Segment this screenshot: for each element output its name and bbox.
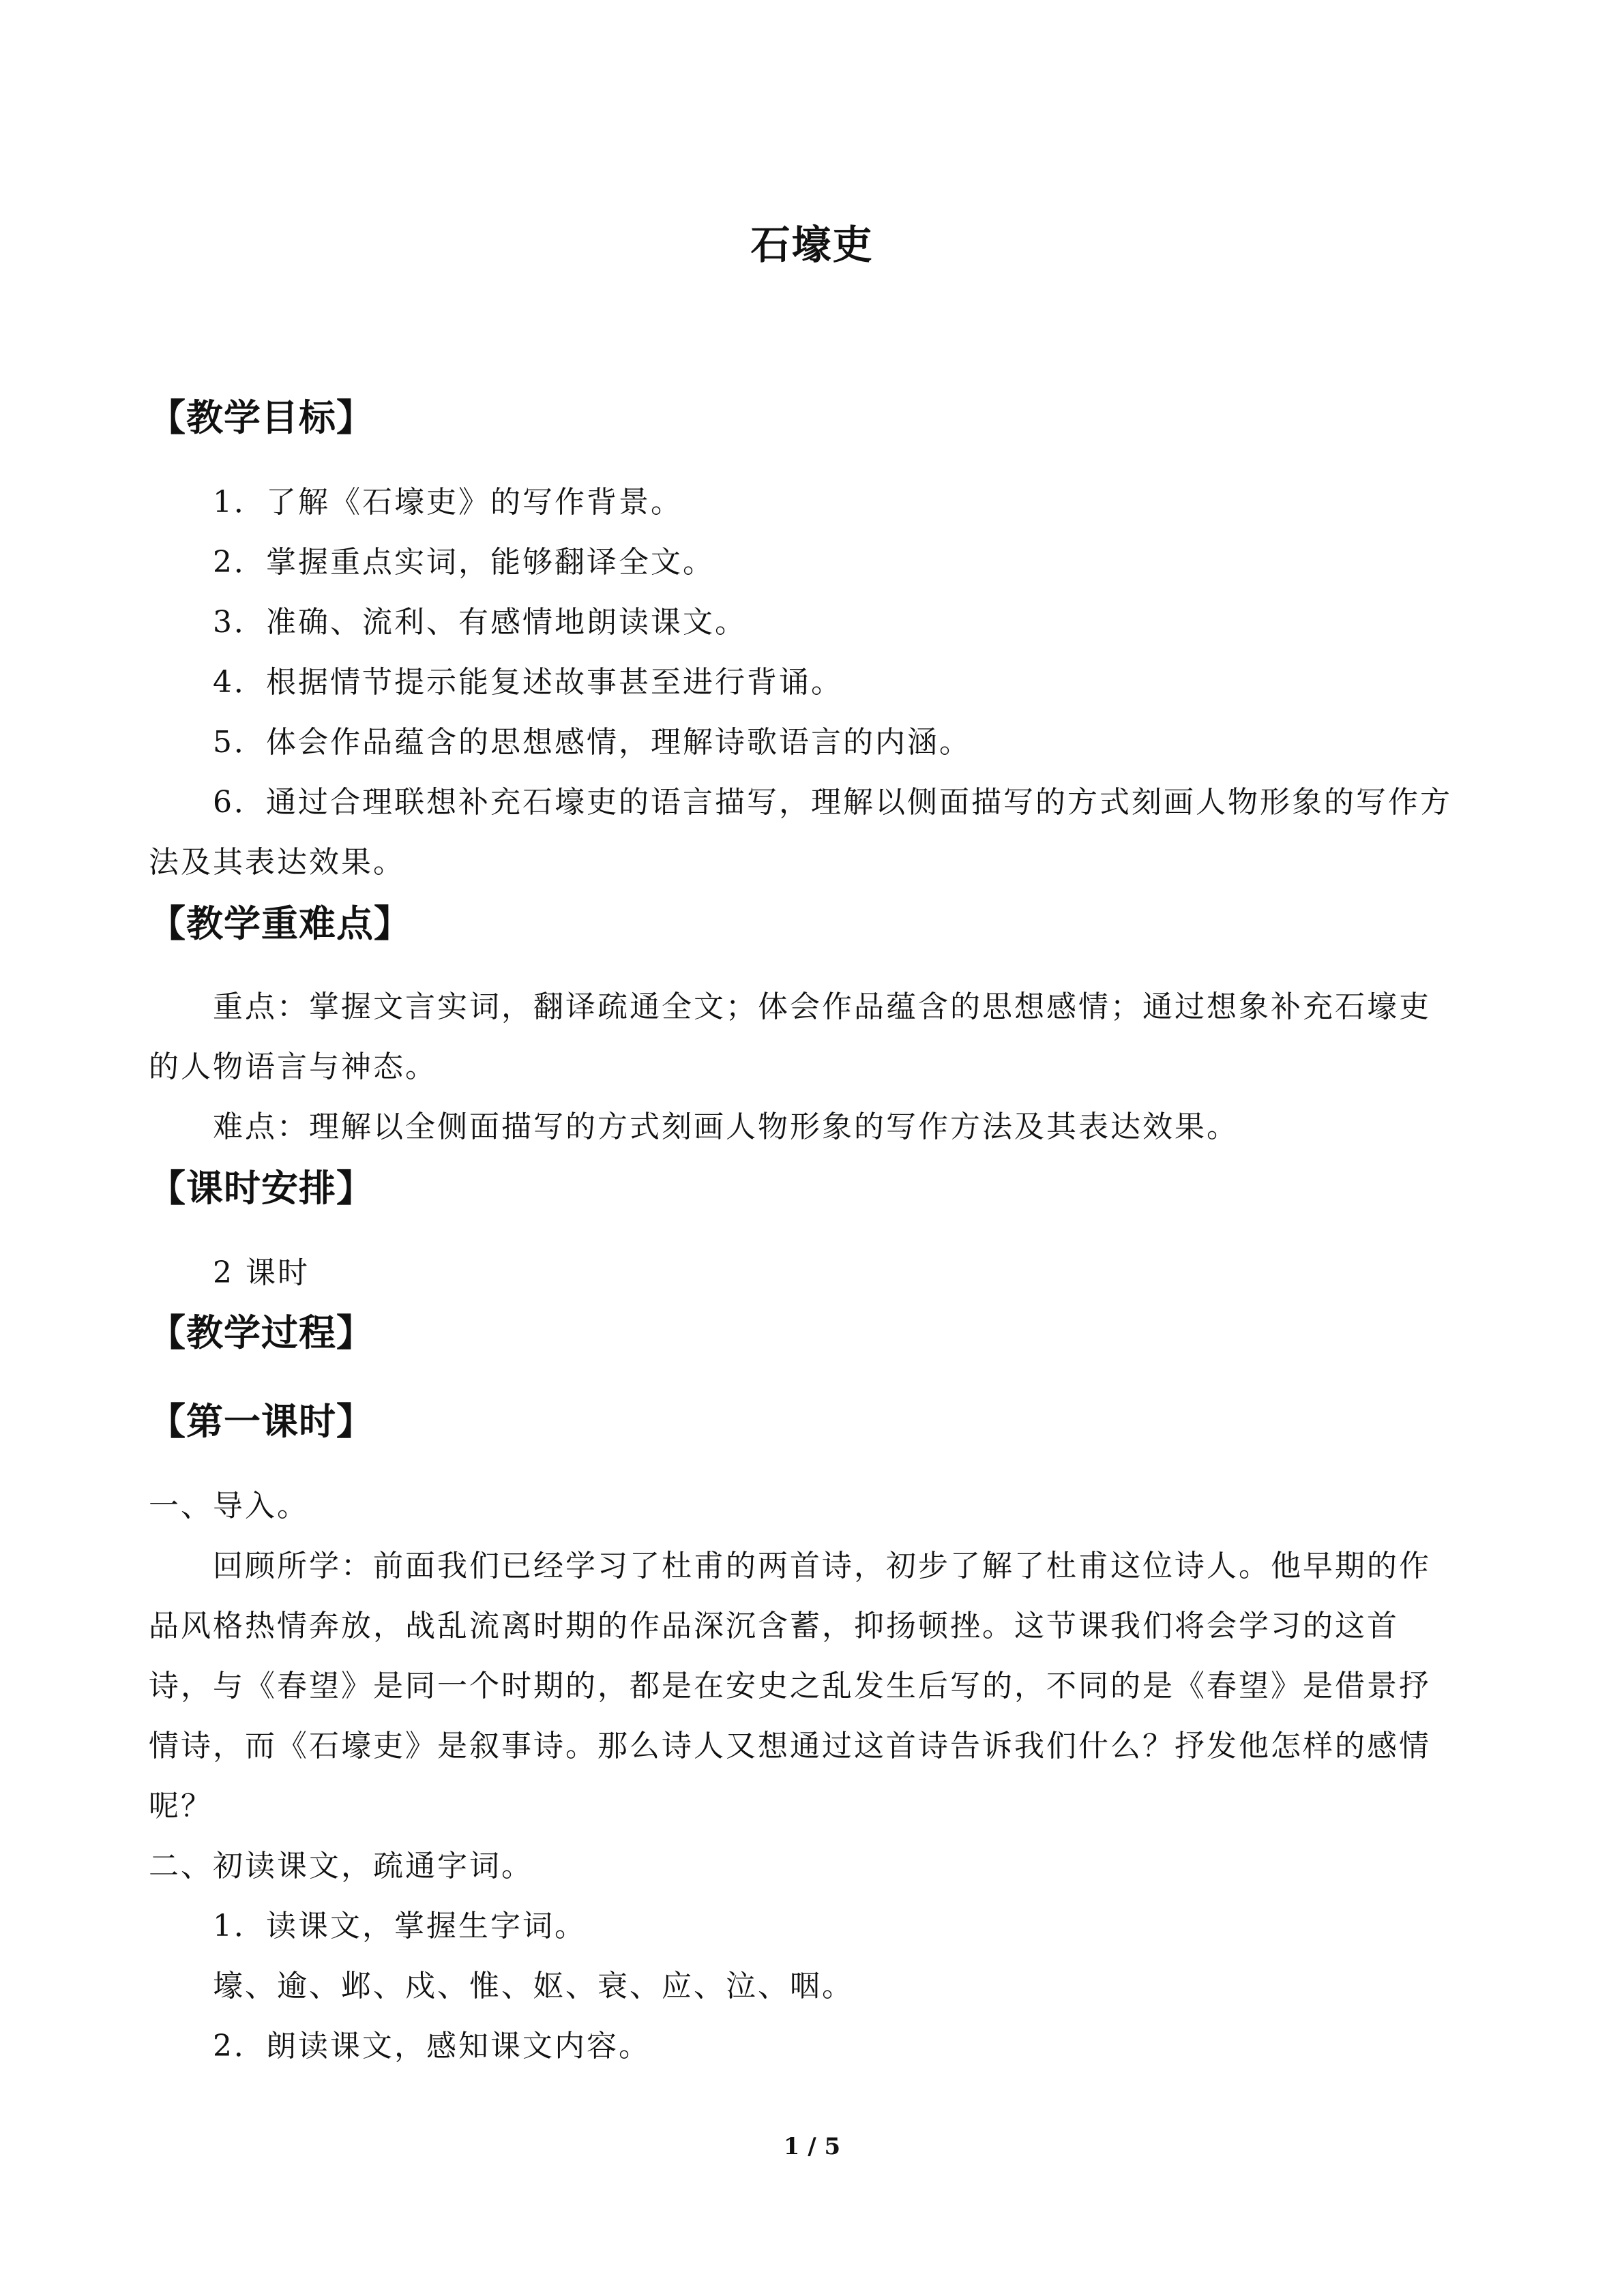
- lesson-paragraph-line: 情诗，而《石壕吏》是叙事诗。那么诗人又想通过这首诗告诉我们什么？抒发他怎样的感情: [149, 1729, 1431, 1763]
- lesson-paragraph-line: 回顾所学：前面我们已经学习了杜甫的两首诗，初步了解了杜甫这位诗人。他早期的作: [213, 1549, 1431, 1583]
- objective-item: 5．体会作品蕴含的思想感情，理解诗歌语言的内涵。: [213, 725, 971, 760]
- lesson-step-heading: 一、导入。: [149, 1489, 309, 1523]
- section-heading-schedule: 【课时安排】: [149, 1167, 374, 1210]
- section-heading-key-points: 【教学重难点】: [149, 902, 411, 945]
- page-number: 1 / 5: [783, 2133, 841, 2160]
- lesson-step-heading: 二、初读课文，疏通字词。: [149, 1849, 533, 1883]
- key-point-line: 难点：理解以全侧面描写的方式刻画人物形象的写作方法及其表达效果。: [213, 1109, 1239, 1144]
- schedule-text: 2 课时: [213, 1255, 310, 1290]
- objective-item: 6．通过合理联想补充石壕吏的语言描写，理解以侧面描写的方式刻画人物形象的写作方: [213, 785, 1452, 820]
- lesson-paragraph-line: 诗，与《春望》是同一个时期的，都是在安史之乱发生后写的，不同的是《春望》是借景抒: [149, 1669, 1431, 1703]
- section-heading-first-lesson: 【第一课时】: [149, 1400, 374, 1443]
- key-point-line: 的人物语言与神态。: [149, 1049, 437, 1084]
- section-heading-objectives: 【教学目标】: [149, 396, 374, 439]
- lesson-substep: 1．读课文，掌握生字词。: [213, 1909, 587, 1943]
- objective-item: 4．根据情节提示能复述故事甚至进行背诵。: [213, 665, 843, 700]
- lesson-paragraph-line: 品风格热情奔放，战乱流离时期的作品深沉含蓄，抑扬顿挫。这节课我们将会学习的这首: [149, 1609, 1399, 1643]
- lesson-paragraph-line: 呢？: [149, 1789, 213, 1823]
- objective-item: 1．了解《石壕吏》的写作背景。: [213, 485, 683, 520]
- lesson-substep: 2．朗读课文，感知课文内容。: [213, 2029, 651, 2063]
- objective-item: 3．准确、流利、有感情地朗读课文。: [213, 605, 747, 640]
- vocabulary-list: 壕、逾、邺、戍、惟、妪、衰、应、泣、咽。: [213, 1969, 854, 2003]
- section-heading-process: 【教学过程】: [149, 1311, 374, 1354]
- key-point-line: 重点：掌握文言实词，翻译疏通全文；体会作品蕴含的思想感情；通过想象补充石壕吏: [213, 989, 1431, 1024]
- document-title: 石壕吏: [750, 222, 874, 268]
- objective-item-continuation: 法及其表达效果。: [149, 845, 405, 880]
- objective-item: 2．掌握重点实词，能够翻译全文。: [213, 545, 715, 580]
